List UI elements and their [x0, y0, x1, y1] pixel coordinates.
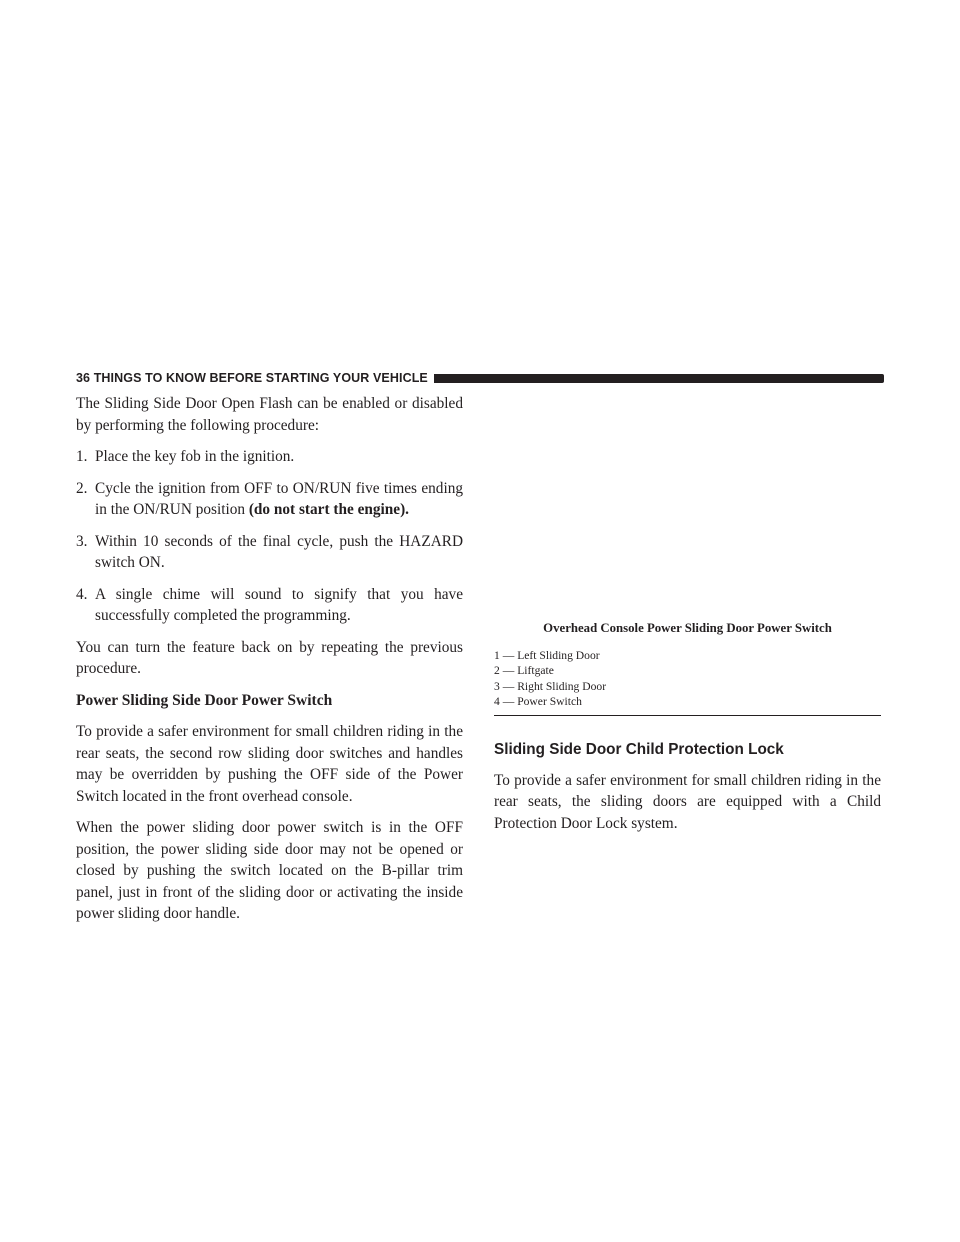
- child-lock-paragraph: To provide a safer environment for small children riding in the rear seats, the sliding doors are equipped with a Child Protection Door Lock system.: [494, 771, 881, 832]
- step-number: 3.: [76, 532, 88, 550]
- header-rule-bar: [434, 374, 884, 383]
- step-text: Place the key fob in the ignition.: [95, 448, 295, 465]
- figure-legend: [494, 648, 881, 716]
- step-number: 2.: [76, 479, 88, 497]
- legend-item: 3 — Right Sliding Door: [494, 679, 607, 693]
- procedure-step-2: [76, 478, 463, 521]
- right-column: [494, 393, 881, 844]
- intro-paragraph: The Sliding Side Door Open Flash can be enabled or disabled by performing the following procedure:: [76, 395, 463, 434]
- figure-area: [494, 393, 881, 620]
- page-number: 36: [76, 371, 91, 385]
- legend-item: 1 — Left Sliding Door: [494, 649, 600, 662]
- legend-item: 2 — Liftgate: [494, 664, 554, 678]
- step-number: 1.: [76, 448, 88, 465]
- child-lock-section-heading: Sliding Side Door Child Protection Lock: [494, 740, 784, 758]
- step-text: Cycle the ignition from OFF to ON/RUN five times ending in the ON/RUN position (do not start the engine).: [95, 479, 463, 518]
- power-switch-subheading: Power Sliding Side Door Power Switch: [76, 691, 333, 709]
- step-number: 4.: [76, 585, 88, 603]
- running-title: THINGS TO KNOW BEFORE STARTING YOUR VEHICLE: [93, 371, 428, 385]
- step-warning-bold: (do not start the engine).: [248, 501, 410, 518]
- step-text: A single chime will sound to signify that you have successfully completed the programming.: [95, 585, 463, 624]
- power-switch-paragraph-2: When the power sliding door power switch is in the OFF position, the power sliding side door may not be opened or closed by pushing the switch located on the B-pillar trim panel, just in front of the sliding door or activating the inside power sliding door handle.: [76, 819, 463, 922]
- procedure-step-3: [76, 531, 463, 574]
- repeat-note-paragraph: You can turn the feature back on by repeating the previous procedure.: [76, 638, 463, 677]
- left-column: [76, 393, 463, 935]
- legend-item: 4 — Power Switch: [494, 695, 582, 709]
- running-header: [76, 368, 884, 388]
- header-page-and-title: [76, 371, 428, 385]
- procedure-step-1: [76, 446, 463, 468]
- power-switch-paragraph-1: To provide a safer environment for small children riding in the rear seats, the second row sliding door switches and handles may be overridden by pushing the OFF side of the Power Switch located in the front overhead console.: [76, 723, 463, 805]
- figure-caption: Overhead Console Power Sliding Door Power Switch: [543, 621, 832, 635]
- step-text: Within 10 seconds of the final cycle, push the HAZARD switch ON.: [95, 532, 463, 571]
- procedure-step-4: [76, 584, 463, 627]
